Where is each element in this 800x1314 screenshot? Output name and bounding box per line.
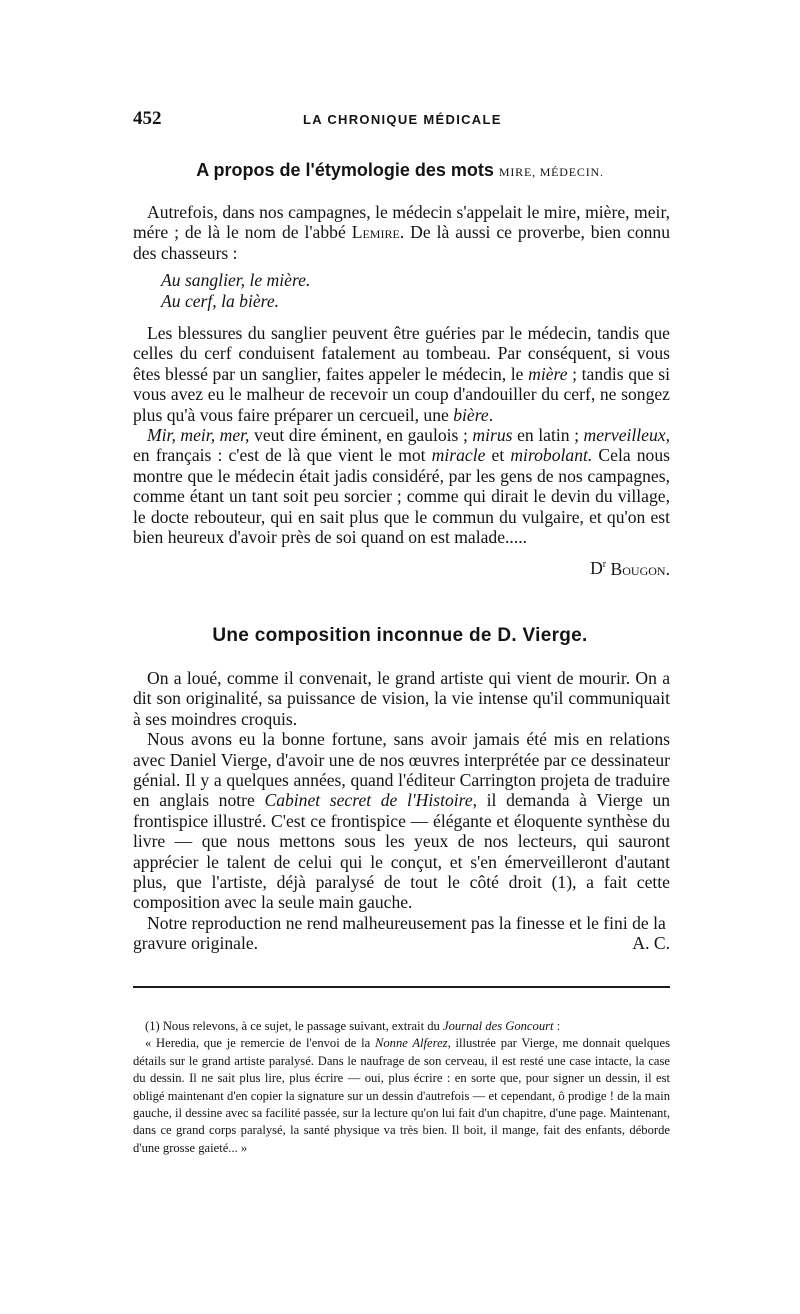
- article-title-etymology: [0, 160, 800, 181]
- signature-title: $D^r$: [590, 558, 607, 579]
- italic-word: bière: [453, 404, 489, 425]
- article-etymology-body: [133, 202, 670, 579]
- text-run: en latin ;: [517, 425, 579, 446]
- text-run: . De là aussi ce proverbe, bien connu des chasseurs :: [133, 222, 671, 263]
- title-main-text: A propos de l'étymologie des mots: [196, 160, 494, 180]
- name-lemire: Lemire: [351, 222, 400, 243]
- paragraph: On a loué, comme il convenait, le grand artiste qui vient de mourir. On a dit son originalité, sa puissance de vision, la vie intense qu'il communiquait à ses moindres croquis.: [133, 668, 670, 729]
- paragraph: [133, 425, 670, 547]
- paragraph: [133, 913, 670, 954]
- signature-title-sup: r: [602, 559, 607, 571]
- journal-title: LA CHRONIQUE MÉDICALE: [303, 112, 502, 127]
- article-title-vierge: Une composition inconnue de D. Vierge.: [212, 625, 588, 646]
- text-run: Notre reproduction ne rend malheureusement pas la finesse et le fini de la gravure originale.: [133, 912, 666, 954]
- running-head: [133, 108, 670, 134]
- author-initials: A. C.: [632, 933, 670, 954]
- italic-word: miracle: [431, 445, 486, 466]
- verse-line: Au cerf, la bière.: [161, 290, 280, 311]
- title-small-caps-words: MIRE, MÉDECIN.: [498, 165, 604, 179]
- text-run: ; tandis que si vous avez eu le malheur de recevoir un coup d'andouiller du cerf, ne songez plus qu'à vous faire préparer un cercueil, une: [133, 363, 670, 425]
- footnote-intro: [133, 1018, 670, 1035]
- italic-book-title: Cabinet secret de l'Histoire: [264, 790, 473, 811]
- italic-word: mière: [528, 363, 568, 384]
- text-run: et: [491, 445, 505, 466]
- italic-word: mirobolant.: [510, 445, 593, 466]
- text-run: « Heredia, que je remercie de l'envoi de la: [145, 1036, 371, 1051]
- italic-source: Journal des Goncourt: [442, 1019, 554, 1033]
- paragraph: [133, 729, 670, 913]
- footnote-divider: [133, 986, 670, 988]
- footnote: [133, 1018, 670, 1157]
- text-run: Nous avons eu la bonne fortune, sans avoir jamais été mis en relations avec Daniel Vierge, d'avoir une de nos œuvres interprétée par ce dessinateur génial. Il y a quelques années, quand l'éditeur Carrington projeta de traduire en anglais notre: [133, 729, 670, 811]
- italic-word: Mir, meir, mer,: [147, 425, 250, 446]
- article-vierge-body: [133, 668, 670, 954]
- text-run: Autrefois, dans nos campagnes, le médecin s'appelait le mire, mière, meir, mére ; de là le nom de l'abbé: [133, 202, 670, 243]
- signature-name: Bougon.: [610, 558, 670, 579]
- text-run: Cela nous montre que le médecin était jadis considéré, par les gens de nos campagnes, comme étant un tant soit peu sorcier ; comme qui dirait le devin du village, le docte rebouteur, qui en sait plus que le commun du vulgaire, et qu'on est bien heureux d'avoir près de soi quand on est malade.....: [133, 445, 670, 548]
- italic-word: mirus: [472, 425, 513, 446]
- text-run: , illustrée par Vierge, me donnait quelques détails sur le grand artiste paralysé. Dans le naufrage de son cerveau, il est resté une case intacte, la case du dessin. Il ne sait plus lire, plus écrire — oui, plus écrire : en sorte que, pour signer un dessin, il est obligé maintenant d'en copier la signature sur un dessin d'autrefois — et cependant, ô prodige ! de la main gauche, il dessine avec sa facilité passée, sur la lecture qu'on lui fait d'un chapitre, d'une page. Maintenant, dans ce grand corps paralysé, la santé physique va très bien. Il boit, il mange, fait des enfants, déborde d'une grosse gaieté... »: [133, 1036, 670, 1155]
- text-run: veut dire éminent, en gaulois ;: [254, 425, 468, 446]
- italic-word: merveilleux,: [583, 425, 670, 446]
- text-run: (1) Nous relevons, à ce sujet, le passage suivant, extrait du: [145, 1019, 440, 1033]
- paragraph: [133, 202, 670, 263]
- proverb-verse: [161, 270, 670, 311]
- text-run: , il demanda à Vierge un frontispice illustré. C'est ce frontispice — élégante et éloquente synthèse du livre — que nous mettons sous les yeux de nos lecteurs, qui sauront apprécier le talent de celui qui le conçut, et s'en émerveilleront d'autant plus, que l'artiste, déjà paralysé de tout le côté droit (1), a fait cette composition avec la seule main gauche.: [133, 790, 670, 913]
- text-run: :: [556, 1019, 561, 1033]
- paragraph: [133, 323, 670, 425]
- italic-title: Nonne Alferez: [374, 1036, 448, 1051]
- text-run: en français : c'est de là que vient le mot: [133, 445, 426, 466]
- text-run: Les blessures du sanglier peuvent être guéries par le médecin, tandis que celles du cerf conduisent fatalement au tombeau. Par conséquent, si vous êtes blessé par un sanglier, faites appeler le médecin, le: [133, 323, 670, 384]
- footnote-quote: [133, 1035, 670, 1157]
- text-run: .: [488, 404, 494, 425]
- signature: [133, 556, 670, 579]
- verse-line: Au sanglier, le mière.: [161, 270, 311, 291]
- page-number: 452: [133, 108, 162, 129]
